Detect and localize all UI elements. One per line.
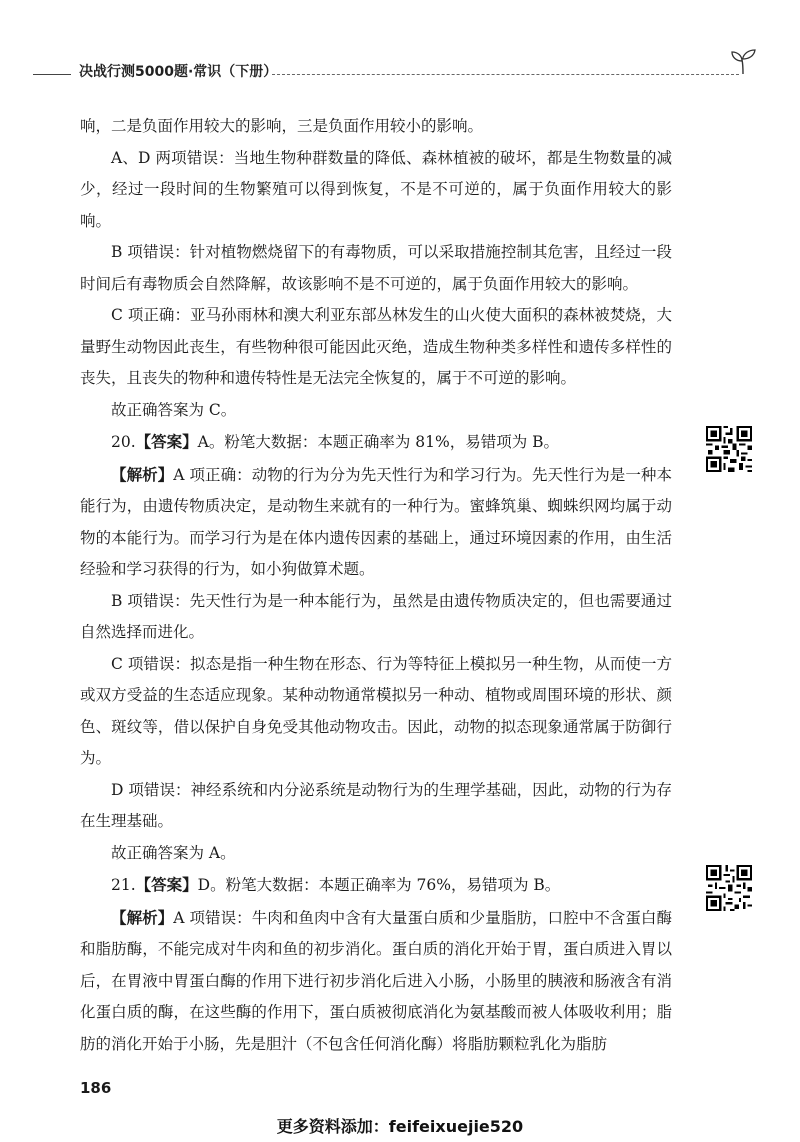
q21-analysis-paragraph [80,902,672,1061]
q20-analysis-tag: 【解析】 [111,464,174,484]
q20-answer-line [80,426,672,459]
paragraph: D 项错误：神经系统和内分泌系统是动物行为的生理学基础，因此，动物的行为存在生理基础。 [80,780,672,830]
q21-analysis-tag: 【解析】 [111,907,174,927]
q20-number: 20. [111,433,136,451]
footer-note: 更多资料添加：feifeixuejie520 [276,1117,524,1136]
q20-analysis-text: A 项正确：动物的行为分为先天性行为和学习行为。先天性行为是一种本能行为，由遗传物质决定，是动物生来就有的一种行为。蜜蜂筑巢、蜘蛛织网均属于动物的本能行为。而学习行为是在体内遗传因素的基础上，通过环境因素的作用，由生活经验和学习获得的行为，如小狗做算术题。 [80,465,672,578]
paragraph: C 项正确：亚马孙雨林和澳大利亚东部丛林发生的山火使大面积的森林被焚烧，大量野生动物因此丧生，有些物种很可能因此灭绝，造成生物种类多样性和遗传多样性的丧失，且丧失的物种和遗传特性是无法完全恢复的，属于不可逆的影响。 [80,306,672,387]
q21-answer-line [80,869,672,902]
header-title: 决战行测5000题·常识（下册） [79,64,278,80]
header-rule-right [272,74,739,75]
paragraph: C 项错误：拟态是指一种生物在形态、行为等特征上模拟另一种生物，从而使一方或双方受益的生态适应现象。某种动物通常模拟另一种动、植物或周围环境的形状、颜色、斑纹等，借以保护自身免受其他动物攻击。因此，动物的拟态现象通常属于防御行为。 [80,654,672,767]
sprout-icon [728,46,758,76]
q20-analysis-paragraph [80,459,672,586]
q21-answer-tag: 【答案】 [135,875,198,894]
paragraph: 故正确答案为 C。 [111,400,237,419]
q20-answer-tag: 【答案】 [135,432,198,451]
running-header [0,58,800,88]
header-rule-left [33,74,71,75]
page-body [80,111,672,1060]
paragraph: B 项错误：针对植物燃烧留下的有毒物质，可以采取措施控制其危害，且经过一段时间后有毒物质会自然降解，故该影响不是不可逆的，属于负面作用较大的影响。 [80,243,672,293]
paragraph: 故正确答案为 A。 [111,843,236,862]
qr-code-icon[interactable] [706,865,752,911]
paragraph: A、D 两项错误：当地生物种群数量的降低、森林植被的破坏，都是生物数量的减少，经过一段时间的生物繁殖可以得到恢复，不是不可逆的，属于负面作用较大的影响。 [80,148,672,230]
qr-code-icon[interactable] [706,426,752,472]
q20-answer-text: A。粉笔大数据：本题正确率为 81%，易错项为 B。 [197,433,560,451]
page-number: 186 [80,1079,112,1097]
q21-answer-text: D。粉笔大数据：本题正确率为 76%，易错项为 B。 [197,876,561,894]
paragraph: 响，二是负面作用较大的影响，三是负面作用较小的影响。 [80,117,484,135]
paragraph: B 项错误：先天性行为是一种本能行为，虽然是由遗传物质决定的，但也需要通过自然选择而进化。 [80,591,672,641]
q21-number: 21. [111,876,136,894]
q21-analysis-text: A 项错误：牛肉和鱼肉中含有大量蛋白质和少量脂肪，口腔中不含蛋白酶和脂肪酶，不能完成对牛肉和鱼的初步消化。蛋白质的消化开始于胃，蛋白质进入胃以后，在胃液中胃蛋白酶的作用下进行初步消化后进入小肠，小肠里的胰液和肠液含有消化蛋白质的酶，在这些酶的作用下，蛋白质被彻底消化为氨基酸而被人体吸收利用；脂肪的消化开始于小肠，先是胆汁（不包含任何消化酶）将脂肪颗粒乳化为脂肪 [80,908,672,1053]
